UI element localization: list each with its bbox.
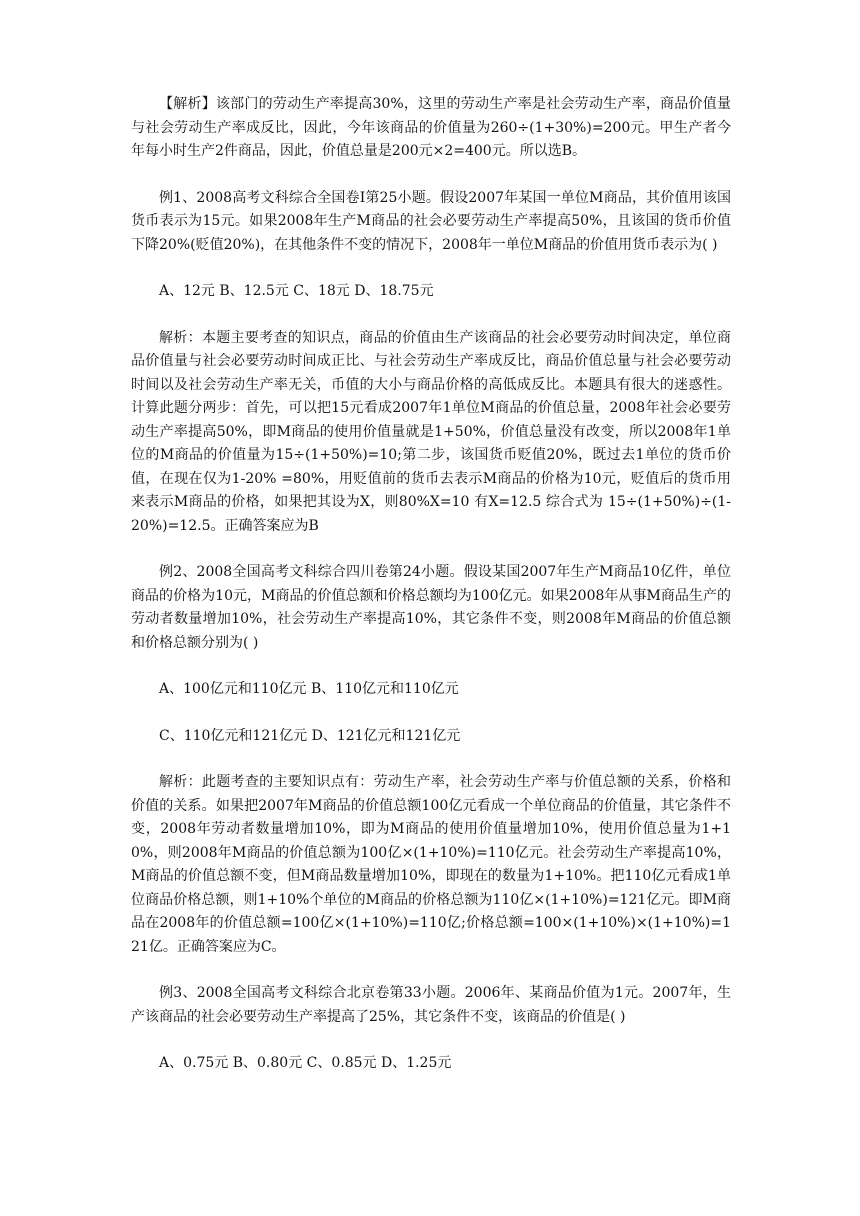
example-1-analysis: 解析：本题主要考查的知识点，商品的价值由生产该商品的社会必要劳动时间决定，单位商品价值量与社会必要劳动时间成正比、与社会劳动生产率成反比，商品价值总量与社会必要劳动时间以及社会劳动生产率无关，币值的大小与商品价格的高低成反比。本题具有很大的迷惑性。计算此题分两步：首先，可以把15元看成2007年1单位M商品的价值总量，2008年社会必要劳动生产率提高50%，即M商品的使用价值量就是1+50%，价值总量没有改变，所以2008年1单位的M商品的价值量为15÷(1+50%)=10;第二步，该国货币贬值20%，既过去1单位的货币价值，在现在仅为1-20% =80%，用贬值前的货币去表示M商品的价格为10元，贬值后的货币用来表示M商品的价格，如果把其设为X，则80%X=10 有X=12.5 综合式为 15÷(1+50%)÷(1-20%)=12.5。正确答案应为B xyxy=(131,329,731,534)
example-1-options: A、12元 B、12.5元 C、18元 D、18.75元 xyxy=(159,283,434,299)
example-2-options-ab: A、100亿元和110亿元 B、110亿元和110亿元 xyxy=(159,681,459,697)
example-3-options: A、0.75元 B、0.80元 C、0.85元 D、1.25元 xyxy=(159,1055,452,1071)
example-3-question: 例3、2008全国高考文科综合北京卷第33小题。2006年、某商品价值为1元。2007年，生产该商品的社会必要劳动生产率提高了25%，其它条件不变，该商品的价值是( ) xyxy=(131,985,731,1025)
example-2-options-cd: C、110亿元和121亿元 D、121亿元和121亿元 xyxy=(159,727,461,744)
analysis-paragraph-1: 【解析】该部门的劳动生产率提高30%，这里的劳动生产率是社会劳动生产率，商品价值量与社会劳动生产率成反比，因此，今年该商品的价值量为260÷(1+30%)=200元。甲生产者今年每小时生产2件商品，因此，价值总量是200元×2=400元。所以选B。 xyxy=(131,96,731,159)
example-2-question: 例2、2008全国高考文科综合四川卷第24小题。假设某国2007年生产M商品10亿件，单位商品的价格为10元，M商品的价值总额和价格总额均为100亿元。如果2008年从事M商品生产的劳动者数量增加10%，社会劳动生产率提高10%，其它条件不变，则2008年M商品的价值总额和价格总额分别为( ) xyxy=(131,564,731,651)
example-2-analysis: 解析：此题考查的主要知识点有：劳动生产率，社会劳动生产率与价值总额的关系，价格和价值的关系。如果把2007年M商品的价值总额100亿元看成一个单位商品的价值量，其它条件不变，2008年劳动者数量增加10%，即为M商品的使用价值量增加10%，使用价值总量为1+10%，则2008年M商品的价值总额为100亿×(1+10%)=110亿元。社会劳动生产率提高10%，M商品的价值总额不变，但M商品数量增加10%，即现在的数量为1+10%。把110亿元看成1单位商品价格总额，则1+10%个单位的M商品的价格总额为110亿×(1+10%)=121亿元。即M商品在2008年的价值总额=100亿×(1+10%)=110亿;价格总额=100×(1+10%)×(1+10%)=121亿。正确答案应为C。 xyxy=(131,774,731,955)
document-page xyxy=(131,93,731,1099)
example-1-question: 例1、2008高考文科综合全国卷Ⅰ第25小题。假设2007年某国一单位M商品，其价值用该国货币表示为15元。如果2008年生产M商品的社会必要劳动生产率提高50%，且该国的货币价值下降20%(贬值20%)，在其他条件不变的情况下，2008年一单位M商品的价值用货币表示为( ) xyxy=(131,189,731,253)
